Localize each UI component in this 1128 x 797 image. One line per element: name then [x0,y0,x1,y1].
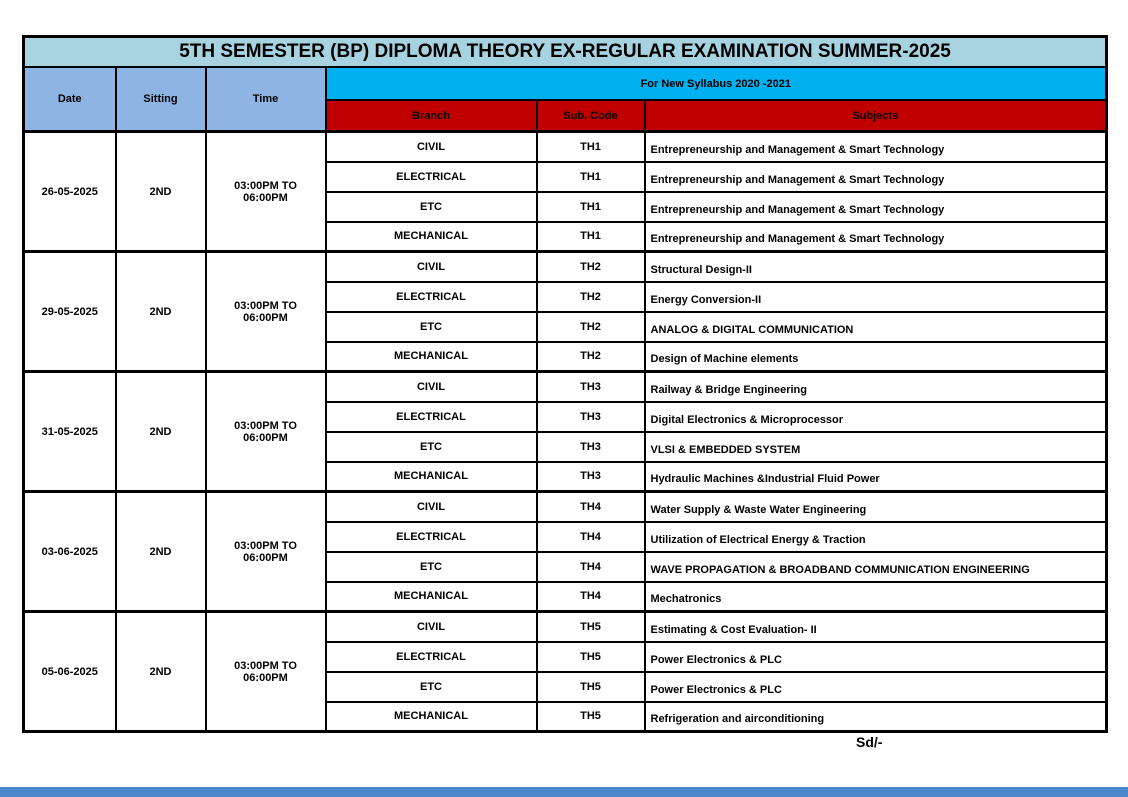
subcode-cell: TH1 [537,132,645,162]
subcode-cell: TH4 [537,552,645,582]
subject-cell: Power Electronics & PLC [645,672,1107,702]
subject-cell: WAVE PROPAGATION & BROADBAND COMMUNICATION ENGINEERING [645,552,1107,582]
branch-cell: ELECTRICAL [326,522,537,552]
table-row [24,372,1107,402]
date-cell: 03-06-2025 [24,492,116,612]
time-cell [206,492,326,612]
branch-cell: ELECTRICAL [326,402,537,432]
date-cell: 05-06-2025 [24,612,116,732]
column-header-sitting: Sitting [116,67,206,132]
subject-cell: Entrepreneurship and Management & Smart Technology [645,132,1107,162]
time-line-1: 03:00PM TO [234,299,297,312]
branch-cell: MECHANICAL [326,342,537,372]
subject-cell: Refrigeration and airconditioning [645,702,1107,732]
date-cell: 29-05-2025 [24,252,116,372]
subcode-cell: TH2 [537,312,645,342]
subject-cell: ANALOG & DIGITAL COMMUNICATION [645,312,1107,342]
time-line-2: 06:00PM [243,431,288,444]
exam-schedule-table [22,35,1108,733]
subcode-cell: TH1 [537,162,645,192]
subject-cell: VLSI & EMBEDDED SYSTEM [645,432,1107,462]
branch-cell: CIVIL [326,612,537,642]
branch-cell: ETC [326,552,537,582]
subject-cell: Entrepreneurship and Management & Smart Technology [645,192,1107,222]
sitting-cell: 2ND [116,612,206,732]
sitting-cell: 2ND [116,372,206,492]
subject-cell: Energy Conversion-II [645,282,1107,312]
bottom-blue-bar [0,787,1128,797]
column-header-date: Date [24,67,116,132]
subcode-cell: TH3 [537,432,645,462]
subcode-cell: TH5 [537,672,645,702]
branch-cell: ETC [326,432,537,462]
branch-cell: ELECTRICAL [326,282,537,312]
subcode-cell: TH2 [537,252,645,282]
branch-cell: ELECTRICAL [326,642,537,672]
signature-text: Sd/- [856,734,883,750]
branch-cell: CIVIL [326,372,537,402]
subject-cell: Mechatronics [645,582,1107,612]
date-cell: 26-05-2025 [24,132,116,252]
table-row [24,252,1107,282]
branch-cell: ETC [326,312,537,342]
time-cell [206,372,326,492]
column-header-time: Time [206,67,326,132]
subcode-cell: TH5 [537,612,645,642]
table-row [24,612,1107,642]
subject-cell: Power Electronics & PLC [645,642,1107,672]
title-row [24,37,1107,68]
branch-cell: ELECTRICAL [326,162,537,192]
branch-cell: MECHANICAL [326,582,537,612]
header-row-1 [24,67,1107,100]
subcode-cell: TH1 [537,222,645,252]
time-cell [206,252,326,372]
subcode-cell: TH2 [537,342,645,372]
branch-cell: MECHANICAL [326,462,537,492]
time-cell [206,612,326,732]
time-line-1: 03:00PM TO [234,659,297,672]
table-row [24,492,1107,522]
subject-cell: Design of Machine elements [645,342,1107,372]
branch-cell: CIVIL [326,492,537,522]
page-title: 5TH SEMESTER (BP) DIPLOMA THEORY EX-REGULAR EXAMINATION SUMMER-2025 [24,37,1107,68]
subject-cell: Water Supply & Waste Water Engineering [645,492,1107,522]
branch-cell: MECHANICAL [326,702,537,732]
subcode-cell: TH4 [537,492,645,522]
time-line-1: 03:00PM TO [234,539,297,552]
subcode-cell: TH3 [537,462,645,492]
subject-cell: Hydraulic Machines &Industrial Fluid Power [645,462,1107,492]
table-row [24,132,1107,162]
subject-cell: Entrepreneurship and Management & Smart Technology [645,162,1107,192]
subcode-cell: TH3 [537,372,645,402]
subject-cell: Structural Design-II [645,252,1107,282]
time-line-2: 06:00PM [243,671,288,684]
time-line-2: 06:00PM [243,551,288,564]
time-line-2: 06:00PM [243,311,288,324]
subcode-cell: TH2 [537,282,645,312]
column-header-branch: Branch [326,100,537,132]
subject-cell: Railway & Bridge Engineering [645,372,1107,402]
branch-cell: ETC [326,672,537,702]
date-cell: 31-05-2025 [24,372,116,492]
subcode-cell: TH3 [537,402,645,432]
syllabus-band-header: For New Syllabus 2020 -2021 [326,67,1107,100]
subject-cell: Entrepreneurship and Management & Smart Technology [645,222,1107,252]
time-line-1: 03:00PM TO [234,179,297,192]
subject-cell: Utilization of Electrical Energy & Traction [645,522,1107,552]
branch-cell: CIVIL [326,252,537,282]
subcode-cell: TH4 [537,522,645,552]
column-header-subcode: Sub. Code [537,100,645,132]
subject-cell: Estimating & Cost Evaluation- II [645,612,1107,642]
time-line-2: 06:00PM [243,191,288,204]
sitting-cell: 2ND [116,132,206,252]
subcode-cell: TH5 [537,642,645,672]
branch-cell: CIVIL [326,132,537,162]
subcode-cell: TH4 [537,582,645,612]
column-header-subjects: Subjects [645,100,1107,132]
sitting-cell: 2ND [116,252,206,372]
sitting-cell: 2ND [116,492,206,612]
subcode-cell: TH1 [537,192,645,222]
time-cell [206,132,326,252]
subcode-cell: TH5 [537,702,645,732]
branch-cell: MECHANICAL [326,222,537,252]
time-line-1: 03:00PM TO [234,419,297,432]
subject-cell: Digital Electronics & Microprocessor [645,402,1107,432]
branch-cell: ETC [326,192,537,222]
